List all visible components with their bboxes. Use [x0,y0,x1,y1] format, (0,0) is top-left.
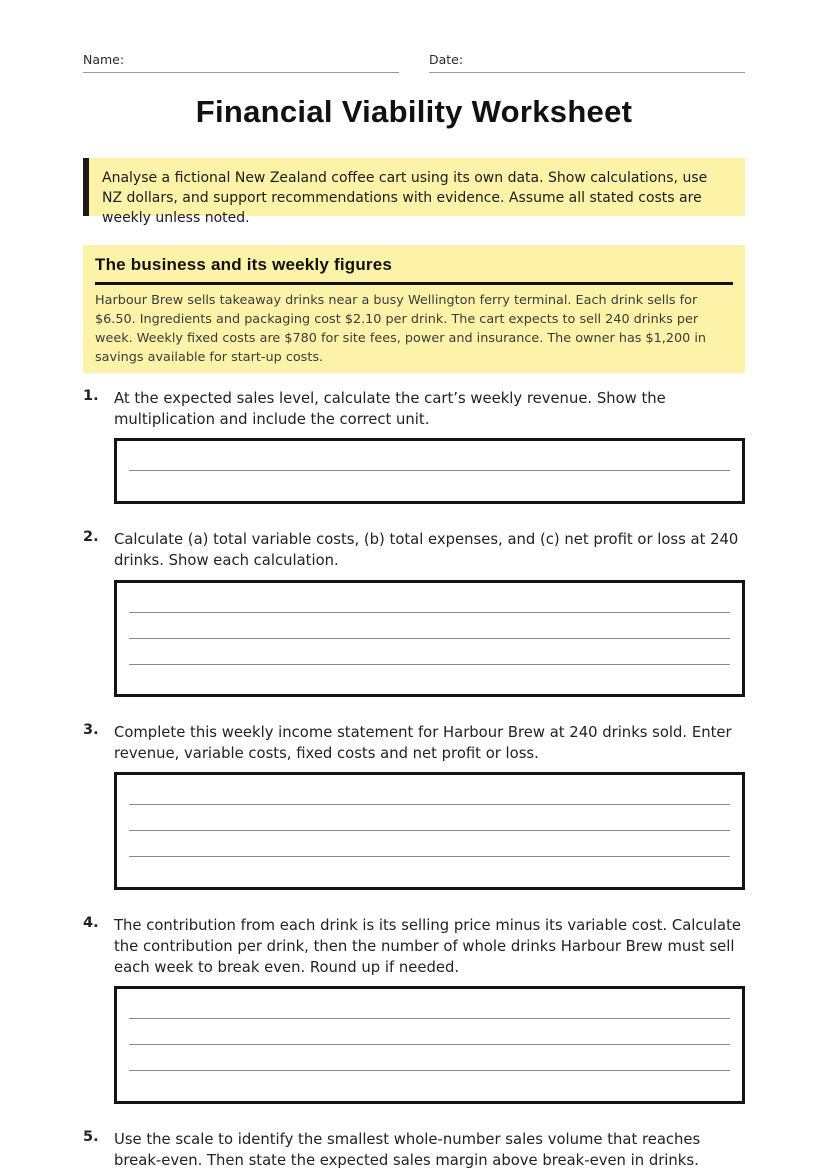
date-label: Date: [429,52,464,67]
answer-line [129,856,730,857]
question-text: Calculate (a) total variable costs, (b) total expenses, and (c) net profit or loss at 240 drinks. Show each calculation. [114,531,739,569]
answer-line [129,1018,730,1019]
question-number: 2. [83,529,99,545]
answer-line [129,804,730,805]
name-field[interactable] [83,52,399,73]
question-number: 1. [83,388,99,404]
answer-line [129,1044,730,1045]
business-heading: The business and its weekly figures [95,255,733,285]
answer-box[interactable] [114,438,745,504]
answer-line [129,830,730,831]
date-field[interactable] [429,52,745,73]
name-label: Name: [83,52,125,67]
answer-box[interactable] [114,580,745,697]
question-text: The contribution from each drink is its selling price minus its variable cost. Calculate the contribution per drink, then the number of whole drinks Harbour Brew must sell each week to break even. Round up if needed. [114,917,741,976]
answer-line [129,612,730,613]
question-number: 3. [83,722,99,738]
business-info-box [83,245,745,373]
answer-line [129,638,730,639]
question-number: 4. [83,915,99,931]
answer-line [129,664,730,665]
answer-box[interactable] [114,986,745,1104]
question-number: 5. [83,1129,99,1145]
answer-line [129,1070,730,1071]
question-text: Use the scale to identify the smallest whole-number sales volume that reaches break-even. Then state the expected sales margin above break-even in drinks. [114,1131,701,1169]
page-title: Financial Viability Worksheet [195,94,633,129]
instructions-callout: Analyse a fictional New Zealand coffee cart using its own data. Show calculations, use NZ dollars, and support recommendations with evidence. Assume all stated costs are weekly unless noted. [83,158,745,216]
question-text: Complete this weekly income statement for Harbour Brew at 240 drinks sold. Enter revenue, variable costs, fixed costs and net profit or loss. [114,724,732,762]
answer-box[interactable] [114,772,745,890]
question-text: At the expected sales level, calculate the cart’s weekly revenue. Show the multiplication and include the correct unit. [114,390,666,428]
business-description: Harbour Brew sells takeaway drinks near a busy Wellington ferry terminal. Each drink sells for $6.50. Ingredients and packaging cost $2.10 per drink. The cart expects to sell 240 drinks per week. Weekly fixed costs are $780 for site fees, power and insurance. The owner has $1,200 in savings available for start-up costs. [95,293,707,365]
answer-line [129,470,730,471]
